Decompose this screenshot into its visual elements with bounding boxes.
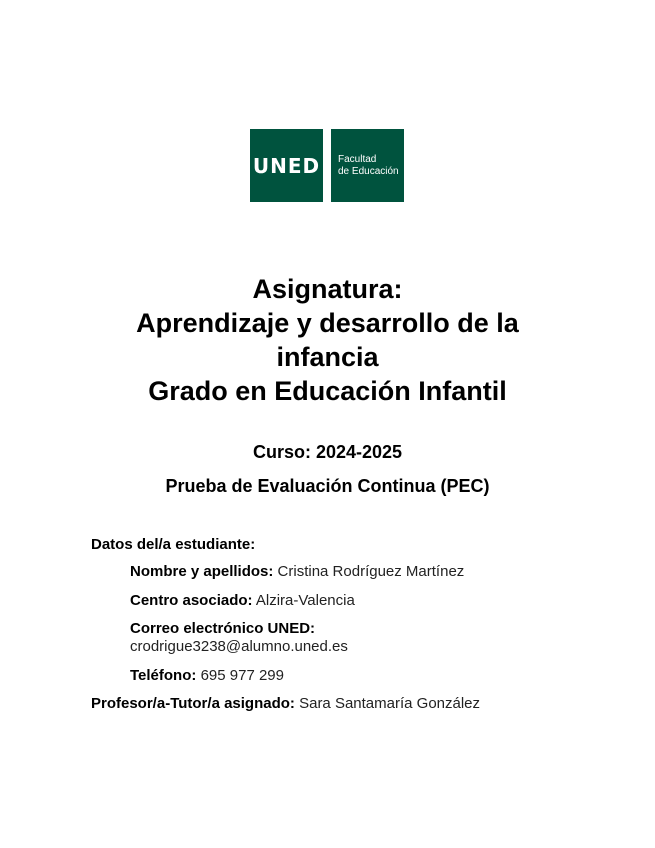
tutor-label: Profesor/a-Tutor/a asignado:	[91, 695, 295, 712]
faculty-logo-text	[338, 154, 399, 178]
title-line-3: infancia	[276, 342, 379, 372]
document-title	[0, 272, 655, 408]
student-phone-field	[130, 667, 284, 685]
student-name-label: Nombre y apellidos:	[130, 563, 274, 580]
student-phone-value: 695 977 299	[200, 667, 284, 684]
student-name-value: Cristina Rodríguez Martínez	[277, 563, 465, 580]
uned-logo-block	[250, 129, 323, 202]
title-line-1: Asignatura:	[252, 274, 403, 304]
student-email-value: crodrigue3238@alumno.uned.es	[130, 638, 348, 655]
assessment-title: Prueba de Evaluación Continua (PEC)	[165, 476, 490, 496]
course-year: Curso: 2024-2025	[252, 442, 403, 462]
faculty-logo-line1: Facultad	[338, 154, 377, 165]
uned-faculty-logo	[250, 129, 404, 202]
student-centre-label: Centro asociado:	[130, 592, 253, 609]
student-centre-field	[130, 592, 355, 610]
tutor-field	[91, 695, 480, 713]
student-email-label-row	[130, 620, 315, 638]
title-line-2: Aprendizaje y desarrollo de la	[136, 308, 519, 338]
student-name-field	[130, 563, 464, 581]
uned-logo-text: UNED	[252, 153, 321, 178]
student-centre-value: Alzira-Valencia	[255, 592, 355, 609]
faculty-logo-line2: de Educación	[338, 166, 399, 177]
title-line-4: Grado en Educación Infantil	[148, 376, 507, 406]
student-email-label: Correo electrónico UNED:	[130, 620, 316, 637]
faculty-logo-block	[331, 129, 404, 202]
student-email-value-row	[130, 638, 348, 656]
tutor-value: Sara Santamaría González	[299, 695, 481, 712]
student-data-heading: Datos del/a estudiante:	[91, 536, 256, 553]
student-phone-label: Teléfono:	[130, 667, 197, 684]
